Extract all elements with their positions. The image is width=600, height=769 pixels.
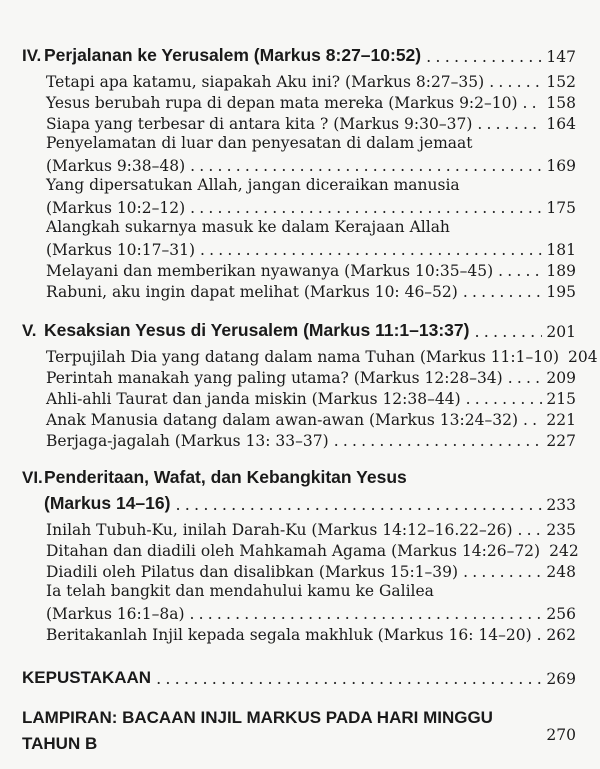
leader-dots	[469, 322, 542, 341]
entry-title: Rabuni, aku ingin dapat melihat (Markus 10: 46–52)	[46, 283, 458, 301]
leader-dots	[518, 94, 543, 112]
page-number: 209	[546, 369, 576, 387]
entry-title: Perintah manakah yang paling utama? (Markus 12:28–34)	[46, 369, 503, 387]
toc-entry	[22, 623, 576, 644]
leader-dots	[185, 605, 543, 623]
page-number: 147	[546, 48, 576, 66]
leader-dots	[484, 73, 542, 91]
section-title: (Markus 14–16)	[44, 493, 171, 513]
section-heading-line1	[22, 464, 576, 488]
page-number: 189	[546, 262, 576, 280]
entry-title: (Markus 10:17–31)	[46, 241, 196, 259]
page-number: 262	[546, 626, 576, 644]
page-number: 215	[546, 390, 576, 408]
leader-dots	[421, 47, 542, 66]
entry-title: (Markus 16:1–8a)	[46, 605, 185, 623]
page-number: 269	[546, 670, 576, 688]
section-heading	[22, 488, 576, 514]
entry-title-line1: Alangkah sukarnya masuk ke dalam Kerajaan Allah	[46, 218, 450, 236]
page-number: 152	[546, 73, 576, 91]
page-number: 201	[546, 323, 576, 341]
page-number: 164	[546, 115, 576, 133]
toc-entry	[22, 154, 576, 175]
entry-title: Beritakanlah Injil kepada segala makhluk (Markus 16: 14–20)	[46, 626, 532, 644]
page-number: 248	[546, 563, 576, 581]
entry-title: Siapa yang terbesar di antara kita ? (Markus 9:30–37)	[46, 115, 473, 133]
toc-entry	[22, 387, 576, 408]
leader-dots	[472, 115, 542, 133]
section-number: IV.	[22, 46, 42, 65]
page-number: 195	[546, 283, 576, 301]
leader-dots	[185, 157, 542, 175]
appendix-title-line1: LAMPIRAN: BACAAN INJIL MARKUS PADA HARI MINGGU	[22, 708, 493, 727]
section-title: Perjalanan ke Yerusalem (Markus 8:27–10:52)	[44, 45, 422, 65]
page-number: 233	[546, 496, 576, 514]
page-number: 235	[546, 521, 576, 539]
section-number: V.	[22, 321, 37, 340]
toc-entry	[22, 560, 576, 581]
spacer	[22, 301, 576, 315]
leader-dots	[503, 369, 543, 387]
toc-entry	[22, 518, 576, 539]
entry-title: Yesus berubah rupa di depan mata mereka (Markus 9:2–10)	[46, 94, 518, 112]
page-number: 158	[546, 94, 576, 112]
entry-title: (Markus 10:2–12)	[46, 199, 186, 217]
toc-entry	[22, 280, 576, 301]
toc-entry	[22, 91, 576, 112]
section-heading	[22, 40, 576, 66]
page-number: 256	[546, 605, 576, 623]
page-number: 204	[568, 348, 598, 366]
section-heading	[22, 315, 576, 341]
toc-entry	[22, 429, 576, 450]
section-vi	[22, 464, 579, 644]
toc-entry	[22, 112, 576, 133]
entry-title-line1: Ia telah bangkit dan mendahului kamu ke Galilea	[46, 582, 434, 600]
appendix-title-line2: TAHUN B	[22, 734, 98, 753]
spacer	[22, 450, 576, 464]
leader-dots	[185, 199, 542, 217]
toc-entry	[22, 408, 576, 429]
leader-dots	[458, 563, 542, 581]
spacer	[22, 644, 576, 662]
entry-title: Berjaga-jagalah (Markus 13: 33–37)	[46, 432, 329, 450]
entry-title-line1: Penyelamatan di luar dan penyesatan di dalam jemaat	[46, 134, 473, 152]
section-v	[22, 315, 598, 450]
section-number: VI.	[22, 468, 43, 487]
leader-dots	[151, 669, 542, 688]
toc-entry	[22, 196, 576, 217]
page-number: 175	[546, 199, 576, 217]
entry-title: Ditahan dan diadili oleh Mahkamah Agama (Markus 14:26–72)	[46, 542, 541, 560]
leader-dots	[329, 432, 543, 450]
entry-title: Ahli-ahli Taurat dan janda miskin (Markus 12:38–44)	[46, 390, 461, 408]
leader-dots	[513, 521, 543, 539]
leader-dots	[493, 262, 542, 280]
toc-entry	[22, 259, 576, 280]
spacer	[22, 692, 576, 704]
leader-dots	[532, 626, 543, 644]
leader-dots	[458, 283, 543, 301]
section-title-line1: Penderitaan, Wafat, dan Kebangkitan Yesus	[44, 467, 407, 487]
entry-title: Diadili oleh Pilatus dan disalibkan (Markus 15:1–39)	[46, 563, 459, 581]
leader-dots	[518, 411, 542, 429]
page-number: 242	[549, 542, 579, 560]
toc-entry	[22, 366, 576, 387]
entry-title: Tetapi apa katamu, siapakah Aku ini? (Markus 8:27–35)	[46, 73, 485, 91]
leader-dots	[195, 241, 542, 259]
bibliography-heading	[22, 662, 576, 688]
entry-title: Anak Manusia datang dalam awan-awan (Markus 13:24–32)	[46, 411, 518, 429]
entry-title: Melayani dan memberikan nyawanya (Markus 10:35–45)	[46, 262, 494, 280]
entry-title: Terpujilah Dia yang datang dalam nama Tuhan (Markus 11:1–10)	[46, 348, 560, 366]
appendix-heading	[22, 728, 576, 754]
leader-dots	[461, 390, 543, 408]
page-number: 270	[546, 726, 576, 744]
page-number: 221	[546, 411, 576, 429]
toc-entry	[22, 345, 598, 366]
toc-entry	[22, 602, 576, 623]
entry-title: (Markus 9:38–48)	[46, 157, 186, 175]
toc-entry	[22, 539, 579, 560]
page-number: 181	[546, 241, 576, 259]
bibliography-title: KEPUSTAKAAN	[22, 668, 152, 687]
entry-title-line1: Yang dipersatukan Allah, jangan diceraikan manusia	[46, 176, 460, 194]
page-number: 227	[546, 432, 576, 450]
section-iv	[22, 40, 576, 301]
leader-dots	[170, 495, 542, 514]
toc-entry	[22, 70, 576, 91]
appendix-heading-line1	[22, 704, 576, 728]
toc-entry	[22, 238, 576, 259]
entry-title: Inilah Tubuh-Ku, inilah Darah-Ku (Markus 14:12–16.22–26)	[46, 521, 513, 539]
page-number: 169	[546, 157, 576, 175]
section-title: Kesaksian Yesus di Yerusalem (Markus 11:1–13:37)	[44, 320, 470, 340]
